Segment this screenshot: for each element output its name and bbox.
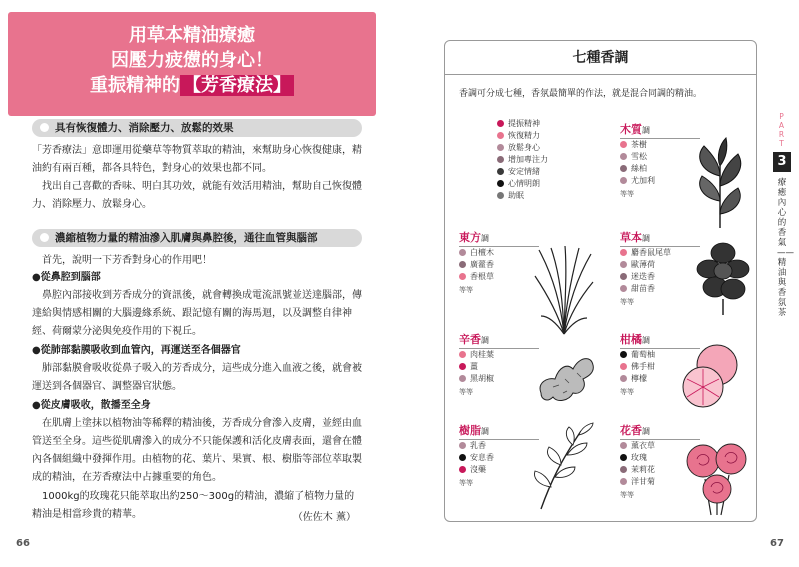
panel-intro: 香調可分成七種，香氛最簡單的作法，就是混合同調的精油。 [459, 89, 703, 99]
legend-item: 安定情緒 [497, 166, 637, 178]
legend-item: 提振精神 [497, 118, 637, 130]
vetiver-grass-illustration [533, 246, 595, 336]
seven-notes-panel [444, 40, 757, 522]
bullet-icon [620, 141, 627, 148]
category-item: 薑 [459, 361, 599, 373]
legend-dot-icon [497, 180, 504, 187]
section-2-heading [32, 229, 362, 247]
page-number-right: 67 [770, 538, 784, 549]
frankincense-branch-illustration [531, 421, 599, 513]
category-item: 茶樹 [620, 139, 760, 151]
category-item: 洋甘菊 [620, 476, 760, 488]
paragraph-rose: 1000kg的玫瑰花只能萃取出約250～300g的精油，濃縮了植物力量的精油是相當珍貴的精華。 [32, 491, 355, 520]
effect-legend [497, 118, 637, 202]
etc-label: 等等 [459, 479, 473, 487]
paragraph-lungs: 肺部黏膜會吸收從鼻子吸入的芳香成分，這些成分進入血液之後，就會被運送到各個器官、調整器官狀態。 [32, 363, 362, 392]
section-1-title: 具有恢復體力、消除壓力、放鬆的效果 [55, 122, 234, 134]
part-number: 3 [773, 152, 791, 172]
category-title: 樹脂調 [459, 422, 539, 440]
rose-illustration [681, 439, 753, 517]
category-item: 歐薄荷 [620, 259, 760, 271]
part-label: PART [778, 112, 786, 148]
chapter-title-vertical: 療癒內心的香氣——精油與香氛茶 [777, 178, 794, 318]
legend-dot-icon [497, 192, 504, 199]
legend-dot-icon [497, 156, 504, 163]
bullet-icon [459, 454, 466, 461]
category-title: 花香調 [620, 422, 700, 440]
side-chapter-tab [771, 112, 793, 412]
bullet-icon [620, 177, 627, 184]
category-item: 乳香 [459, 440, 599, 452]
mint-illustration [695, 239, 751, 317]
category-item: 肉桂葉 [459, 349, 599, 361]
bullet-icon [620, 261, 627, 268]
tea-leaf-illustration [690, 136, 750, 231]
category-item: 沒藥 [459, 464, 599, 476]
category-item: 絲柏 [620, 163, 760, 175]
legend-dot-icon [497, 120, 504, 127]
bullet-icon [620, 375, 627, 382]
category-title: 柑橘調 [620, 331, 700, 349]
bullet-icon [620, 454, 627, 461]
category-item: 白檀木 [459, 247, 599, 259]
category-item: 安息香 [459, 452, 599, 464]
bullet-icon [459, 442, 466, 449]
etc-label: 等等 [459, 286, 473, 294]
bullet-icon [620, 285, 627, 292]
category-item: 檸檬 [620, 373, 760, 385]
subheading-skin: ●從皮膚吸收，散播至全身 [32, 400, 151, 411]
category-item: 佛手柑 [620, 361, 760, 373]
category-item: 茉莉花 [620, 464, 760, 476]
paragraph-nose-to-brain: 鼻腔內部接收到芳香成分的資訊後，就會轉換成電流訊號並送達腦部，傳達給與情感相關的大腦邊緣系統、跟記憶有關的海馬迴，以及調整自律神經、荷爾蒙分泌與免疫作用的下視丘。 [32, 290, 362, 337]
bullet-icon [620, 478, 627, 485]
category-item: 雪松 [620, 151, 760, 163]
bullet-icon [620, 442, 627, 449]
bullet-icon [459, 351, 466, 358]
etc-label: 等等 [620, 190, 634, 198]
section-2-title: 濃縮植物力量的精油滲入肌膚與鼻腔後，通往血管與腦部 [55, 232, 318, 244]
panel-title: 七種香調 [445, 41, 756, 75]
category-item: 迷迭香 [620, 271, 760, 283]
bullet-icon [620, 153, 627, 160]
category-item: 尤加利 [620, 175, 760, 187]
bullet-icon [459, 363, 466, 370]
category-item: 玫瑰 [620, 452, 760, 464]
legend-item: 恢復精力 [497, 130, 637, 142]
legend-item: 放鬆身心 [497, 142, 637, 154]
section-2-intro: 首先，說明一下芳香對身心的作用吧！ [42, 255, 212, 266]
bullet-icon [620, 273, 627, 280]
category-item: 香根草 [459, 271, 599, 283]
header-line-2: 因壓力疲憊的身心！ [111, 50, 273, 71]
category-title: 東方調 [459, 229, 539, 247]
category-item: 薰衣草 [620, 440, 760, 452]
etc-label: 等等 [620, 491, 634, 499]
header-line-3 [8, 73, 376, 98]
legend-item: 助眠 [497, 190, 637, 202]
author-credit: （佐佐木 薰） [292, 512, 356, 523]
legend-dot-icon [497, 144, 504, 151]
etc-label: 等等 [620, 388, 634, 396]
right-page [400, 0, 799, 567]
legend-dot-icon [497, 168, 504, 175]
bullet-icon [620, 249, 627, 256]
chapter-header [8, 12, 376, 116]
bullet-icon [40, 123, 49, 132]
paragraph-skin: 在肌膚上塗抹以植物油等稀釋的精油後，芳香成分會滲入皮膚，並經由血管送至全身。這些從肌膚滲入的成分不只能保護和活化皮膚表面，還會在體內各個組織中發揮作用。由植物的花、葉片、果實、根、樹脂等部位萃取製成的精油，在芳香療法中占據重要的角色。 [32, 418, 362, 483]
category-item: 麝香鼠尾草 [620, 247, 760, 259]
category-title: 辛香調 [459, 331, 539, 349]
header-line-3-prefix: 重振精神的 [90, 75, 180, 96]
grapefruit-illustration [677, 341, 751, 411]
bullet-icon [620, 351, 627, 358]
bullet-icon [620, 165, 627, 172]
category-item: 葡萄柚 [620, 349, 760, 361]
bullet-icon [459, 261, 466, 268]
header-line-1: 用草本精油療癒 [129, 25, 255, 46]
bullet-icon [459, 466, 466, 473]
subheading-lungs: ●從肺部黏膜吸收到血管內，再運送至各個器官 [32, 345, 241, 356]
section-1-paragraph-1: 「芳香療法」意即運用從藥草等物質萃取的精油，來幫助身心恢復健康，精油約有兩百種，都各具特色，對身心的效果也都不同。 [32, 145, 362, 174]
bullet-icon [459, 375, 466, 382]
header-highlight: 【芳香療法】 [180, 75, 294, 96]
legend-item: 增加專注力 [497, 154, 637, 166]
category-title: 草本調 [620, 229, 700, 247]
category-title: 木質調 [620, 121, 700, 139]
bullet-icon [620, 363, 627, 370]
section-1-paragraph-2: 找出自己喜歡的香味、明白其功效，就能有效活用精油，幫助自己恢復體力、消除壓力、放鬆身心。 [32, 181, 362, 210]
bullet-icon [620, 466, 627, 473]
bullet-icon [40, 233, 49, 242]
section-1-heading [32, 119, 362, 137]
category-item: 黑胡椒 [459, 373, 599, 385]
category-item: 廣藿香 [459, 259, 599, 271]
bullet-icon [459, 273, 466, 280]
ginger-illustration [533, 343, 599, 407]
category-item: 甜苗香 [620, 283, 760, 295]
subheading-nose-to-brain: ●從鼻腔到腦部 [32, 272, 101, 283]
legend-dot-icon [497, 132, 504, 139]
bullet-icon [459, 249, 466, 256]
legend-item: 心情明朗 [497, 178, 637, 190]
etc-label: 等等 [459, 388, 473, 396]
etc-label: 等等 [620, 298, 634, 306]
page-number-left: 66 [16, 538, 30, 549]
